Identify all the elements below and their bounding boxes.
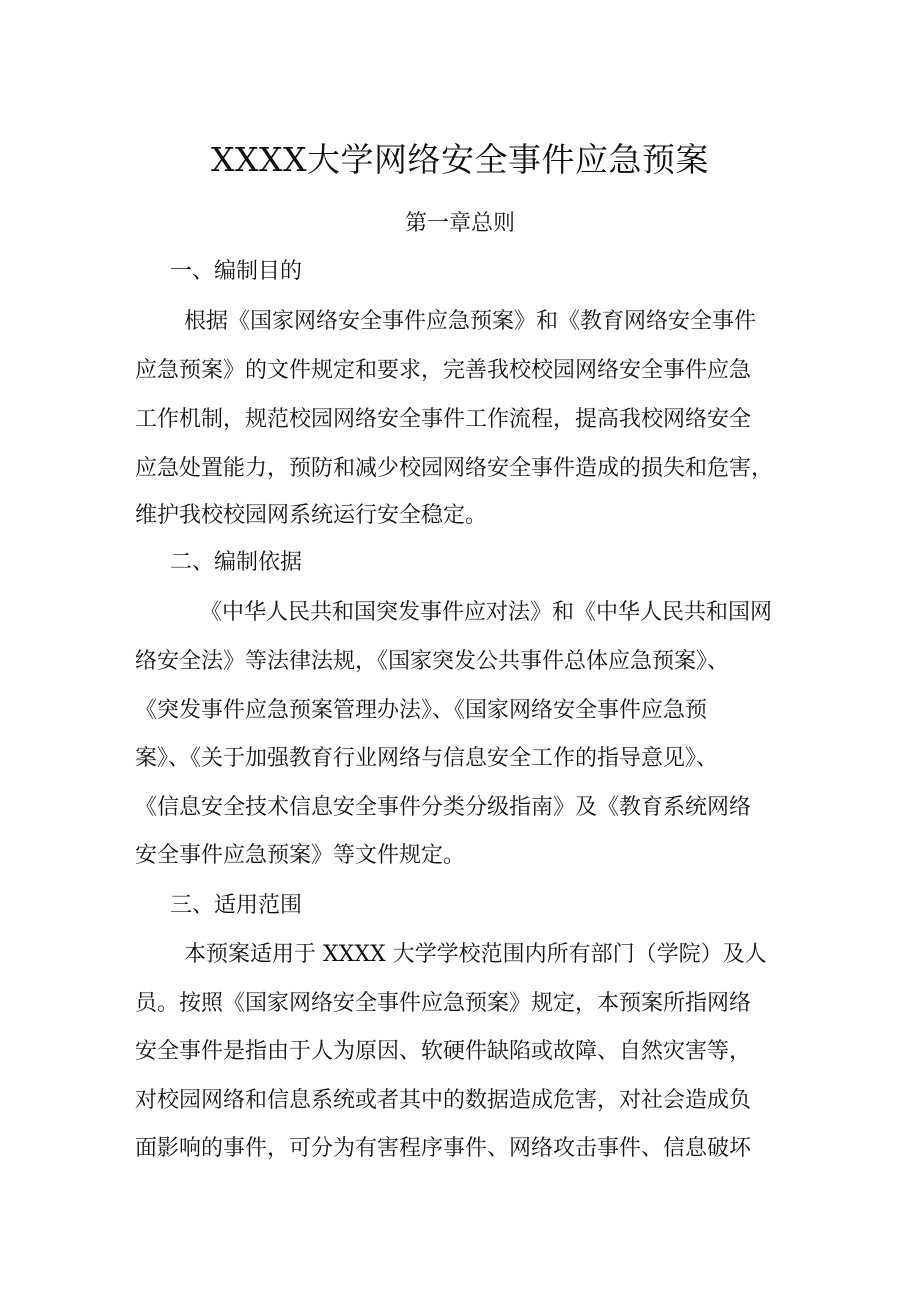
paragraph-line: 《突发事件应急预案管理办法》、《国家网络安全事件应急预: [135, 698, 708, 723]
paragraph-line: 面影响的事件，可分为有害程序事件、网络攻击事件、信息破坏: [135, 1136, 752, 1161]
paragraph-line: 案》、《关于加强教育行业网络与信息安全工作的指导意见》、: [135, 746, 719, 771]
paragraph-line: 安全事件应急预案》等文件规定。: [135, 843, 466, 868]
paragraph-line: 本预案适用于 XXXX 大学学校范围内所有部门（学院）及人: [184, 942, 767, 967]
section-heading: 二、编制依据: [170, 550, 303, 575]
paragraph-line: 根据《国家网络安全事件应急预案》和《教育网络安全事件: [184, 309, 757, 334]
section-heading: 一、编制目的: [170, 259, 303, 284]
paragraph-line: 安全事件是指由于人为原因、软硬件缺陷或故障、自然灾害等，: [135, 1039, 752, 1064]
paragraph-line: 络安全法》等法律法规，《国家突发公共事件总体应急预案》、: [135, 649, 730, 674]
paragraph-line: 员。按照《国家网络安全事件应急预案》规定，本预案所指网络: [135, 991, 752, 1016]
paragraph-line: 对校园网络和信息系统或者其中的数据造成危害，对社会造成负: [135, 1088, 752, 1113]
paragraph-line: 应急预案》的文件规定和要求，完善我校校园网络安全事件应急: [135, 358, 752, 383]
document-title: XXXX大学网络安全事件应急预案: [211, 140, 709, 179]
paragraph-line: 应急处置能力，预防和减少校园网络安全事件造成的损失和危害，: [135, 456, 774, 481]
section-heading: 三、适用范围: [170, 893, 303, 918]
chapter-heading: 第一章总则: [404, 211, 515, 236]
paragraph-line: 维护我校校园网系统运行安全稳定。: [135, 503, 488, 528]
paragraph-line: 《信息安全技术信息安全事件分类分级指南》及《教育系统网络: [135, 795, 752, 820]
paragraph-line: 《中华人民共和国突发事件应对法》和《中华人民共和国网: [200, 600, 773, 625]
paragraph-line: 工作机制，规范校园网络安全事件工作流程，提高我校网络安全: [135, 407, 752, 432]
